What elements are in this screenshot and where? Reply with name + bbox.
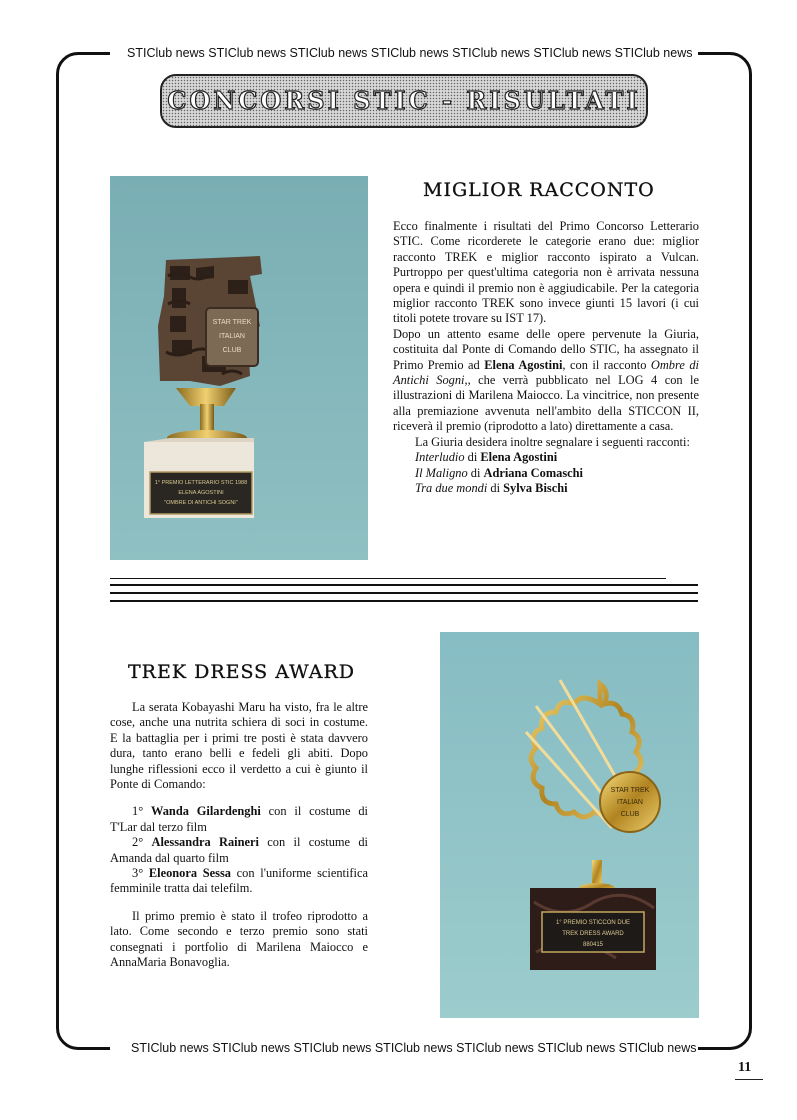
spacer <box>110 897 368 909</box>
logo2-line-3: CLUB <box>620 811 640 818</box>
divider-rule-1 <box>110 578 666 579</box>
mention-2 <box>393 466 699 481</box>
logo-line-2: ITALIAN <box>219 333 245 340</box>
header-band: STIClub news STIClub news STIClub news STIClub news STIClub news STIClub news STIClub news <box>127 46 693 60</box>
mention-author: Elena Agostini <box>480 450 558 465</box>
section1-body <box>393 219 699 496</box>
spacer <box>110 792 368 804</box>
plaque1-line-1: 1° PREMIO LETTERARIO STIC 1988 <box>154 480 248 486</box>
mention-author: Adriana Comaschi <box>483 465 583 480</box>
winner-text: con il costume di Amanda dal quarto film <box>110 835 368 865</box>
logo2-line-2: ITALIAN <box>617 799 643 806</box>
section1-p1: Ecco finalmente i risultati del Primo Concorso Letterario STIC. Come ricorderete le categorie erano due: miglior racconto TREK e miglior racconto ispirato a Vulcan. Purtroppo per quest'ultima categoria non è arrivata nessuna opera e quindi il premio non è aggiudicabile. Per la categoria miglior racconto TREK sono invece giunti 15 lavori (i cui titoli potete trovare su IST 17). <box>393 219 699 326</box>
winner-2 <box>110 835 368 866</box>
winner-name: Elena Agostini <box>484 357 563 372</box>
mention-title: Tra due mondi <box>415 480 488 495</box>
mention-1 <box>393 450 699 465</box>
winner-rank: 3° <box>132 866 144 881</box>
divider-rule-4 <box>110 600 698 602</box>
mention-title: Interludio <box>415 450 465 465</box>
winner-rank: 1° <box>132 804 144 819</box>
section1-heading: MIGLIOR RACCONTO <box>423 179 655 201</box>
footer-band: STIClub news STIClub news STIClub news STIClub news STIClub news STIClub news STIClub news <box>131 1041 697 1055</box>
section1-p2 <box>393 327 699 435</box>
trophy-illustration-1 <box>110 176 368 560</box>
winner-rank: 2° <box>132 835 144 850</box>
logo-line-1: STAR TREK <box>212 319 252 326</box>
p2-text-b: , con il racconto <box>562 357 651 372</box>
section2-heading: TREK DRESS AWARD <box>128 661 356 683</box>
trophy-illustration-2 <box>440 632 699 1018</box>
divider-rule-2 <box>110 584 698 586</box>
divider-rule-3 <box>110 592 698 594</box>
mention-by: di <box>470 465 481 480</box>
plaque2-line-3: 880415 <box>582 942 604 948</box>
section2-body <box>110 700 368 971</box>
title-banner <box>160 74 648 128</box>
mention-by: di <box>490 480 501 495</box>
p2-text-a: Dopo un attento esame delle opere pervenute la Giuria, costituita dal Ponte di Comando dello STIC, ha assegnato il Primo Premio ad <box>393 326 699 372</box>
mention-3 <box>393 481 699 496</box>
winner-text: con l'uniforme scientifica femminile tratta dai telefilm. <box>110 866 368 896</box>
trophy-photo-2 <box>440 632 699 1018</box>
winner-1 <box>110 804 368 835</box>
section1-p3: La Giuria desidera inoltre segnalare i seguenti racconti: <box>415 434 690 449</box>
mention-by: di <box>467 450 478 465</box>
plaque1-line-3: "OMBRE DI ANTICHI SOGNI" <box>164 500 238 506</box>
section2-p1: La serata Kobayashi Maru ha visto, fra le altre cose, anche una nutrita schiera di soci in costume. E la battaglia per i primi tre posti è stata davvero dura, tanto erano belli e fedeli gli abiti. Dopo lunghe riflessioni ecco il verdetto a cui è giunto il Ponte di Comando: <box>110 700 368 792</box>
p2-text-c: ,, che verrà pubblicato nel LOG 4 con le illustrazioni di Marilena Maiocco. La vincitrice, non presente alla premiazione avvenuta nell'ambito della STICCON II, riceverà il premio (riprodotto a lato) direttamente a casa. <box>393 373 699 434</box>
winner-text: con il costume di T'Lar dal terzo film <box>110 804 368 834</box>
banner-title: CONCORSI STIC - RISULTATI <box>167 86 641 115</box>
trophy-photo-1 <box>110 176 368 560</box>
mention-title: Il Maligno <box>415 465 468 480</box>
plaque2-line-1: 1° PREMIO STICCON DUE <box>555 920 631 926</box>
page-number: 11 <box>738 1060 752 1075</box>
section2-p2: Il primo premio è stato il trofeo riprodotto a lato. Come secondo e terzo premio sono stati consegnati i portfolio di Marilena Maiocco e AnnaMaria Bonavoglia. <box>110 908 368 970</box>
winner-name: Alessandra Raineri <box>151 835 259 850</box>
logo2-line-1: STAR TREK <box>610 787 650 794</box>
page-number-rule <box>735 1079 763 1080</box>
winner-3 <box>110 866 368 897</box>
logo-line-3: CLUB <box>222 347 242 354</box>
winner-name: Wanda Gilardenghi <box>151 804 261 819</box>
plaque1-line-2: ELENA AGOSTINI <box>178 490 224 496</box>
mention-author: Sylva Bischi <box>503 480 568 495</box>
winner-name: Eleonora Sessa <box>148 866 231 881</box>
plaque2-line-2: TREK DRESS AWARD <box>562 931 624 937</box>
winner-title: Ombre di Antichi Sogni <box>393 357 699 388</box>
